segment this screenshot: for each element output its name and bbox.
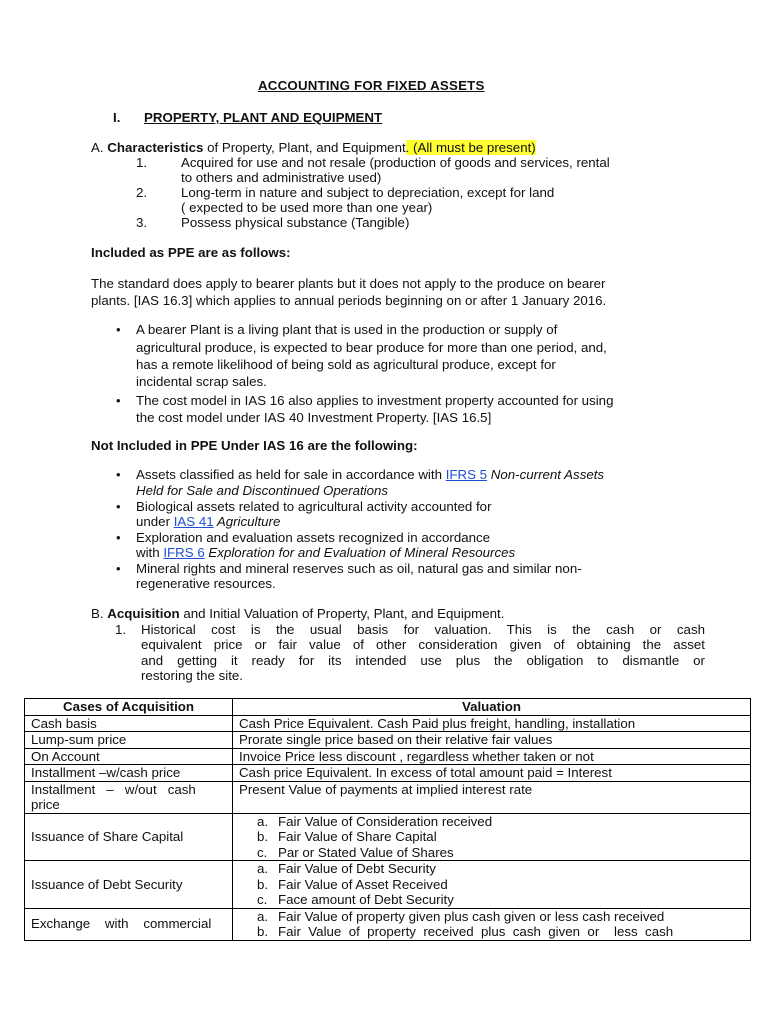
list-letter: c.	[257, 892, 268, 907]
part-b-item-line: restoring the site.	[141, 668, 243, 683]
part-a-item-num: 2.	[136, 185, 148, 200]
valuation-list	[233, 909, 750, 940]
bullet-italic-text: Non-current Assets	[487, 467, 605, 482]
part-b-text: and Initial Valuation of Property, Plant, and Equipment.	[179, 606, 505, 621]
part-a-item-num: 1.	[136, 155, 148, 170]
ias41-link[interactable]: IAS 41	[173, 514, 214, 529]
table-row	[25, 732, 751, 749]
part-b-bold: Acquisition	[107, 606, 180, 621]
valuation-list	[233, 814, 750, 861]
included-bullet-line: the cost model under IAS 40 Investment Property. [IAS 16.5]	[136, 410, 492, 425]
table-row	[25, 908, 751, 940]
not-included-bullet	[136, 467, 604, 483]
list-letter: c.	[257, 844, 268, 860]
case-cell: On Account	[25, 748, 233, 765]
table-row	[25, 765, 751, 782]
list-letter: b.	[257, 829, 269, 844]
ifrs6-link[interactable]: IFRS 6	[163, 545, 205, 560]
bullet-italic-text: Agriculture	[213, 514, 281, 529]
acquisition-table	[24, 698, 751, 941]
not-included-bullet	[136, 514, 280, 530]
part-a-letter: A.	[91, 140, 104, 155]
ifrs5-link[interactable]: IFRS 5	[445, 467, 488, 482]
valuation-cell: Cash price Equivalent. In excess of total amount paid = Interest	[233, 765, 751, 782]
bullet-italic-text: Exploration for and Evaluation of Mineral Resources	[204, 545, 516, 560]
list-item	[233, 877, 750, 893]
part-a-item-num: 3.	[136, 215, 148, 230]
list-item	[233, 829, 750, 845]
not-included-bullet: Exploration and evaluation assets recognized in accordance	[136, 530, 491, 545]
valuation-cell: Present Value of payments at implied interest rate	[233, 781, 751, 813]
valuation-cell	[233, 861, 751, 909]
case-cell: Lump-sum price	[25, 732, 233, 749]
part-a-item-line: ( expected to be used more than one year)	[181, 200, 433, 215]
list-text: Par or Stated Value of Shares	[278, 844, 454, 860]
part-b-item-line: and getting it ready for its intended use plus the obligation to dismantle or	[141, 653, 705, 668]
list-item	[233, 845, 750, 861]
part-b-item-num: 1.	[115, 622, 127, 637]
included-bullet-line: has a remote likelihood of being sold as agricultural produce, except for	[136, 357, 556, 372]
not-included-heading: Not Included in PPE Under IAS 16 are the following:	[91, 438, 418, 453]
list-text: Fair Value of Consideration received	[278, 813, 493, 829]
bullet-icon: •	[116, 530, 121, 545]
part-b-item-line: equivalent price or fair value of other consideration given of obtaining the asset	[141, 637, 705, 652]
bullet-icon: •	[116, 561, 121, 576]
table-header-row	[25, 699, 751, 716]
part-a-item-line: Possess physical substance (Tangible)	[181, 215, 410, 230]
valuation-cell: Cash Price Equivalent. Cash Paid plus freight, handling, installation	[233, 715, 751, 732]
part-a-heading	[91, 140, 536, 156]
table-row	[25, 748, 751, 765]
bullet-icon: •	[116, 393, 121, 408]
list-text: Fair Value of Debt Security	[278, 861, 436, 876]
part-a-text: of Property, Plant, and Equipment	[203, 140, 406, 155]
table-row	[25, 781, 751, 813]
list-item	[233, 909, 750, 925]
not-included-bullet	[136, 545, 515, 561]
included-bullet-line: A bearer Plant is a living plant that is used in the production or supply of	[136, 322, 558, 337]
list-text: Fair Value of Asset Received	[278, 876, 448, 892]
part-b-heading	[91, 606, 504, 622]
bullet-icon: •	[116, 467, 121, 482]
bullet-icon: •	[116, 322, 121, 337]
list-item	[233, 814, 750, 830]
not-included-bullet: regenerative resources.	[136, 576, 276, 591]
document-title: ACCOUNTING FOR FIXED ASSETS	[258, 78, 485, 93]
part-b-letter: B.	[91, 606, 104, 621]
list-text: Fair Value of property given plus cash given or less cash received	[278, 908, 665, 924]
included-bullet-line: The cost model in IAS 16 also applies to investment property accounted for using	[136, 393, 614, 408]
list-item	[233, 924, 750, 940]
part-a-item-line: Long-term in nature and subject to depreciation, except for land	[181, 185, 555, 200]
list-letter: a.	[257, 908, 269, 924]
case-cell: Issuance of Debt Security	[25, 861, 233, 909]
part-a-item-line: to others and administrative used)	[181, 170, 382, 185]
list-letter: a.	[257, 813, 269, 829]
list-letter: b.	[257, 924, 269, 939]
list-item	[233, 892, 750, 908]
valuation-cell	[233, 908, 751, 940]
not-included-bullet: Biological assets related to agricultural activity accounted for	[136, 499, 492, 514]
included-para-line: plants. [IAS 16.3] which applies to annual periods beginning on or after 1 January 2016.	[91, 293, 607, 308]
bullet-text: Assets classified as held for sale in accordance with	[136, 467, 446, 482]
included-heading: Included as PPE are as follows:	[91, 245, 291, 260]
part-a-item-line: Acquired for use and not resale (production of goods and services, rental	[181, 155, 610, 170]
bullet-text: with	[136, 545, 164, 560]
section-number: I.	[113, 110, 121, 125]
list-text: Fair Value of Share Capital	[278, 829, 437, 844]
case-cell: Installment –w/cash price	[25, 765, 233, 782]
table-row	[25, 715, 751, 732]
case-cell: Issuance of Share Capital	[25, 813, 233, 861]
bullet-text: under	[136, 514, 174, 529]
valuation-list	[233, 861, 750, 908]
list-text: Face amount of Debt Security	[278, 892, 454, 907]
table-header: Valuation	[233, 699, 751, 716]
bullet-icon: •	[116, 499, 121, 514]
list-item	[233, 861, 750, 877]
list-text: Fair Value of property received plus cash given or less cash	[278, 924, 674, 939]
case-cell: Installment – w/out cash price	[25, 781, 233, 813]
case-cell: Cash basis	[25, 715, 233, 732]
bullet-italic-text: Held for Sale and Discontinued Operations	[136, 483, 389, 498]
list-letter: b.	[257, 876, 269, 892]
part-a-bold: Characteristics	[107, 140, 204, 155]
included-para-line: The standard does apply to bearer plants but it does not apply to the produce on bearer	[91, 276, 606, 291]
valuation-cell	[233, 813, 751, 861]
valuation-cell: Invoice Price less discount , regardless whether taken or not	[233, 748, 751, 765]
list-letter: a.	[257, 861, 269, 876]
table-row	[25, 861, 751, 909]
not-included-bullet: Mineral rights and mineral reserves such as oil, natural gas and similar non-	[136, 561, 582, 576]
part-a-highlight: . (All must be present)	[405, 140, 536, 155]
table-row	[25, 813, 751, 861]
included-bullet-line: agricultural produce, is expected to bear produce for more than one period, and,	[136, 340, 607, 355]
valuation-cell: Prorate single price based on their relative fair values	[233, 732, 751, 749]
section-heading: PROPERTY, PLANT AND EQUIPMENT	[144, 110, 383, 125]
included-bullet-line: incidental scrap sales.	[136, 374, 267, 389]
table-header: Cases of Acquisition	[25, 699, 233, 716]
part-b-item-line: Historical cost is the usual basis for valuation. This is the cash or cash	[141, 622, 705, 637]
case-cell: Exchange with commercial	[25, 908, 233, 940]
